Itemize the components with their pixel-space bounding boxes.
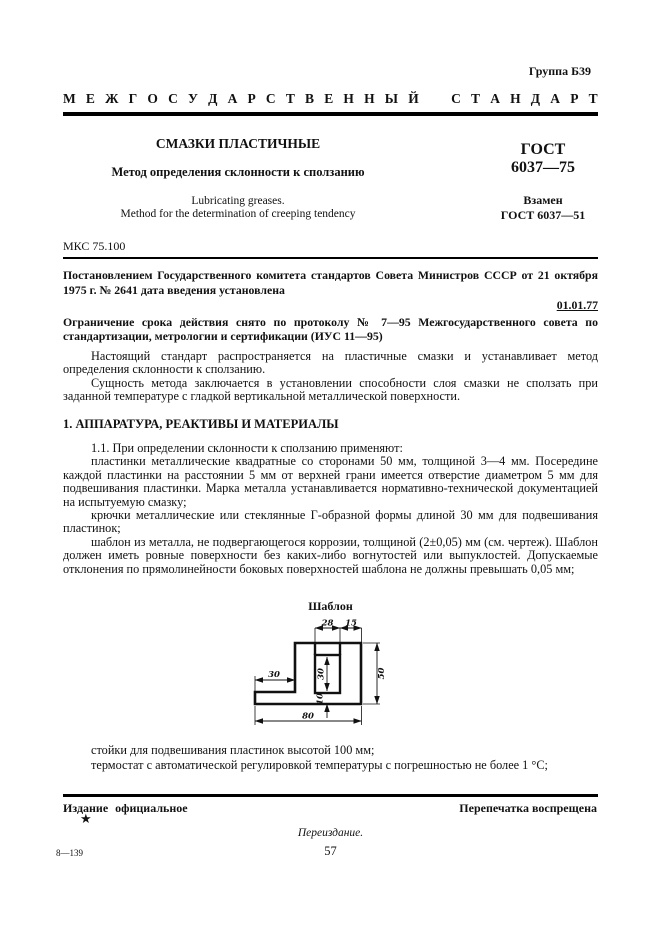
body-text [63, 350, 598, 576]
item-stands: стойки для подвешивания пластинок высотой 100 мм; [91, 743, 375, 757]
body-text-after-figure [63, 743, 598, 773]
dim-label-80: 80 [302, 711, 314, 722]
decree-paragraph-2: Ограничение срока действия снято по протоколу № 7—95 Межгосударственного совета по стандартизации, метрологии и сертификации (ИУС 11—95) [63, 314, 598, 343]
section-1-heading: 1. АППАРАТУРА, РЕАКТИВЫ И МАТЕРИАЛЫ [63, 416, 339, 431]
page-number: 57 [324, 844, 337, 858]
group-label: Группа Б39 [528, 64, 591, 78]
reprint-forbidden-label: Перепечатка воспрещена [459, 801, 597, 815]
gost-number: 6037—75 [511, 159, 575, 176]
dim-label-10: 10 [315, 693, 326, 705]
dim-label-15: 15 [345, 618, 357, 629]
gost-label: ГОСТ [520, 141, 566, 158]
official-edition-label: Издание официальное [63, 801, 188, 815]
item-hooks: крючки металлические или стеклянные Г-образной формы длиной 30 мм для подвешивания пластинок; [63, 508, 598, 536]
item-template: шаблон из металла, не подвергающегося коррозии, толщиной (2±0,05) мм (см. чертеж). Шаблон должен иметь ровные поверхности без каких-либо вогнутостей или выпуклостей. Допускаемые отклонения по прямолинейности боковых поверхностей шаблона не должны превышать 0,05 мм; [63, 534, 598, 576]
replaces-label: Взамен [523, 193, 563, 207]
intro-paragraph-2: Сущность метода заключается в установлении способности слоя смазки не сползать при заданной температуре с гладкой вертикальной металлической поверхности. [63, 375, 598, 404]
dim-label-30-inner: 30 [316, 668, 327, 680]
decree-block [63, 268, 598, 344]
doc-subtitle-ru: Метод определения склонности к сползанию [111, 165, 365, 179]
footer-rule [63, 794, 598, 797]
dim-label-50: 50 [377, 667, 387, 680]
header-standard-title: М Е Ж Г О С У Д А Р С Т В Е Н Н Ы Й С Т А Н Д А Р Т [63, 91, 598, 106]
mks-rule [63, 257, 598, 259]
item-thermostat: термостат с автоматической регулировкой температуры с погрешностью не более 1 °С; [91, 758, 548, 772]
print-code: 8—139 [56, 848, 83, 858]
item-plates: пластинки металлические квадратные со сторонами 50 мм, толщиной 3—4 мм. Посередине каждой пластинки на расстоянии 5 мм от верхней грани имеется отверстие диаметром 5 мм для подвешивания пластинки. Марка металла устанавливается нормативно-технической документацией на испытуемую смазку; [63, 454, 598, 509]
dim-label-30-left: 30 [268, 670, 280, 680]
title-block-left [63, 136, 413, 221]
star-icon: ★ [80, 811, 92, 826]
item-1-1: 1.1. При определении склонности к сползанию применяют: [91, 441, 403, 456]
figure-caption: Шаблон [308, 599, 353, 613]
decree-paragraph-1: Постановлением Государственного комитета стандартов Совета Министров СССР от 21 октября 1975 г. № 2641 дата введения установлена [63, 268, 598, 297]
decree-date: 01.01.77 [556, 298, 598, 312]
template-drawing [245, 616, 405, 730]
replaces-number: ГОСТ 6037—51 [500, 207, 586, 222]
intro-paragraph-1: Настоящий стандарт распространяется на пластичные смазки и устанавливает метод определения склонности к сползанию. [63, 349, 598, 377]
doc-title-en-line2: Method for the determination of creeping tendency [120, 208, 356, 220]
doc-title-ru: СМАЗКИ ПЛАСТИЧНЫЕ [155, 136, 321, 151]
dim-label-28: 28 [321, 618, 334, 629]
title-block-right [478, 141, 608, 222]
reissue-note: Переиздание. [297, 827, 364, 839]
mks-code: МКС 75.100 [63, 239, 126, 253]
doc-title-en-line1: Lubricating greases. [191, 195, 285, 207]
header-rule [63, 112, 598, 116]
